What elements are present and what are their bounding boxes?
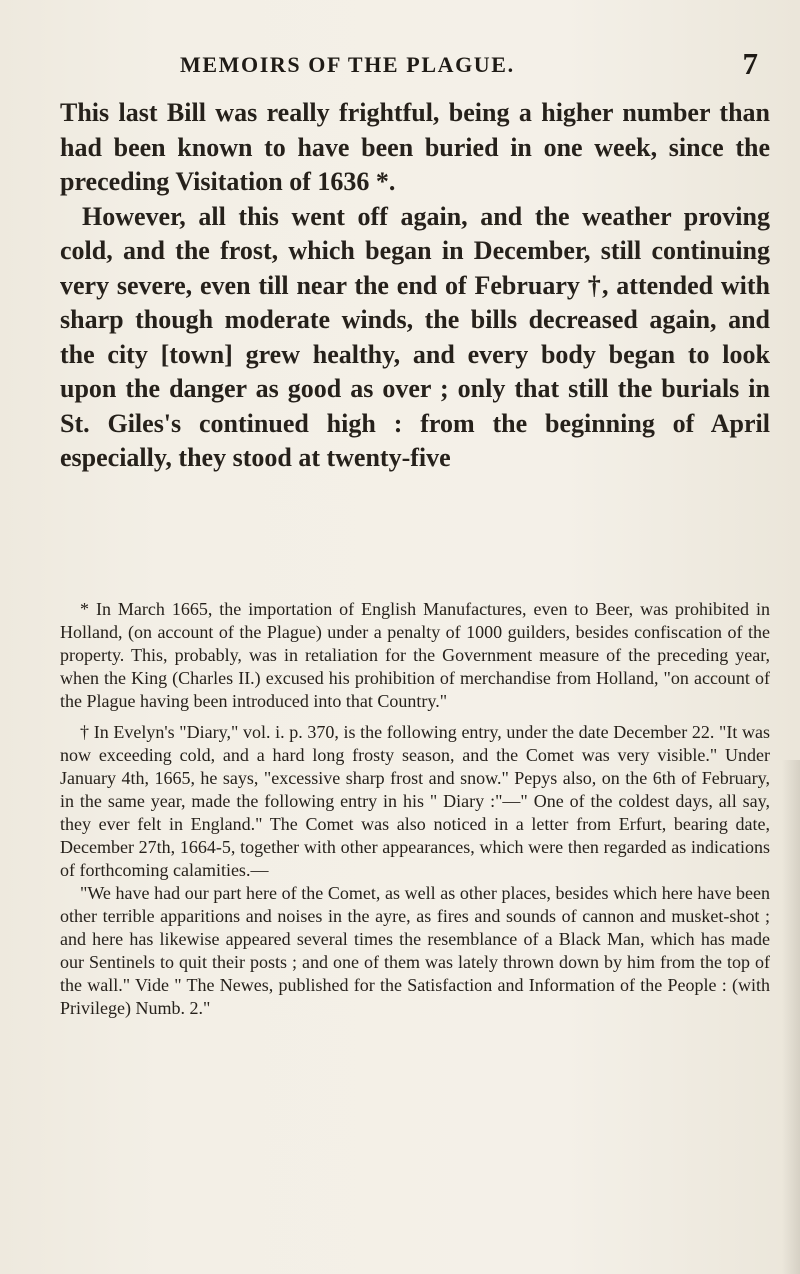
footnote-1: * In March 1665, the importation of English Manufactures, even to Beer, was prohibited in Holland, (on account of the Plague) under a penalty of 1000 guilders, besides confiscation of the property. This, probably, was in retaliation for the Government measure of the preceding year, when the King (Charles II.) excused his prohibition of merchandise from Holland, "on account of the Plague having been introduced into that Country.": [60, 599, 770, 711]
main-paragraph-1: This last Bill was really frightful, being a higher number than had been known to have been buried in one week, since the preceding Visitation of 1636 *.: [60, 98, 770, 196]
page-number: 7: [742, 46, 758, 81]
footnote-2-quotation: "We have had our part here of the Comet, as well as other places, besides which here have been other terrible apparitions and noises in the ayre, as fires and sounds of cannon and musket-shot ; and here has likewise appeared several times the resemblance of a Black Man, which has made our Sentinels to quit their posts ; and one of them was lately thrown down by him from the top of the wall." Vide " The Newes, published for the Satisfaction and Information of the People : (with Privilege) Numb. 2.": [60, 883, 770, 1018]
main-text-block: [60, 96, 770, 476]
footnote-2: † In Evelyn's "Diary," vol. i. p. 370, is the following entry, under the date December 22. "It was now exceeding cold, and a hard long frosty season, and the Comet was very visible." Under January 4th, 1665, he says, "excessive sharp frost and snow." Pepys also, on the 6th of February, in the same year, made the following entry in his " Diary :"—" One of the coldest days, all say, they ever felt in England." The Comet was also noticed in a letter from Erfurt, bearing date, December 27th, 1664-5, together with other appearances, which were then regarded as indications of forthcoming calamities.—: [60, 722, 770, 880]
running-title: MEMOIRS OF THE PLAGUE.: [180, 52, 515, 77]
page-edge-shadow: [782, 760, 800, 1274]
page-header: [60, 46, 760, 86]
main-paragraph-2: However, all this went off again, and the weather proving cold, and the frost, which began in December, still continuing very severe, even till near the end of February †, attended with sharp though moderate winds, the bills decreased again, and the city [town] grew healthy, and every body began to look upon the danger as good as over ; only that still the burials in St. Giles's continued high : from the beginning of April especially, they stood at twenty-five: [60, 201, 770, 472]
footnotes-block: [60, 598, 770, 1028]
